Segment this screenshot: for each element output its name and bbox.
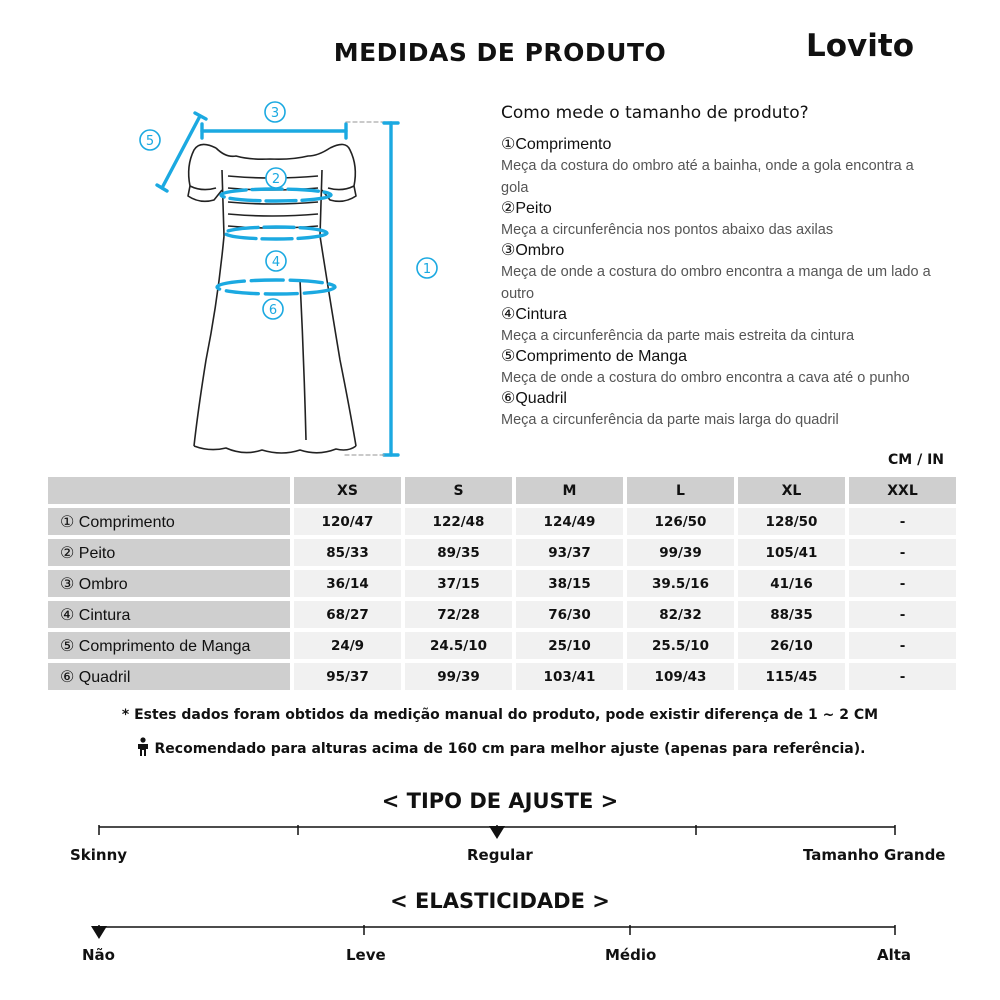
size-value: 93/37 xyxy=(516,539,623,566)
size-header: XXL xyxy=(849,477,956,504)
instruction-desc: Meça a circunferência nos pontos abaixo das axilas xyxy=(501,222,834,238)
table-row xyxy=(48,601,956,628)
size-value: - xyxy=(849,508,956,535)
marker-length: 1 xyxy=(422,262,432,277)
fit-label-large: Tamanho Grande xyxy=(803,846,946,864)
fit-type-title: < TIPO DE AJUSTE > xyxy=(381,789,619,813)
instruction-title: ③Ombro xyxy=(501,242,565,259)
measure-label: ② Peito xyxy=(48,539,290,566)
size-value: 24.5/10 xyxy=(405,632,512,659)
measurement-note: * Estes dados foram obtidos da medição manual do produto, pode existir diferença de 1 ~ 2 CM xyxy=(121,707,879,723)
size-table xyxy=(44,473,960,694)
fit-type-scale xyxy=(0,815,1000,845)
size-header: L xyxy=(627,477,734,504)
table-row xyxy=(48,508,956,535)
unit-label: CM / IN xyxy=(888,452,944,468)
instruction-title: ①Comprimento xyxy=(501,136,612,153)
elasticity-label-high: Alta xyxy=(877,946,912,964)
size-header: M xyxy=(516,477,623,504)
measure-instructions xyxy=(501,103,941,431)
marker-chest: 2 xyxy=(271,172,281,187)
person-icon xyxy=(135,737,151,757)
size-value: 36/14 xyxy=(294,570,401,597)
size-value: 128/50 xyxy=(738,508,845,535)
instruction-item xyxy=(501,241,941,305)
size-value: 76/30 xyxy=(516,601,623,628)
instruction-title: ⑤Comprimento de Manga xyxy=(501,348,687,365)
page-title: MEDIDAS DE PRODUTO xyxy=(333,38,667,67)
instruction-item xyxy=(501,199,941,241)
table-row xyxy=(48,539,956,566)
size-value: 126/50 xyxy=(627,508,734,535)
fit-label-regular: Regular xyxy=(467,846,533,864)
size-value: 37/15 xyxy=(405,570,512,597)
size-value: 88/35 xyxy=(738,601,845,628)
dress-diagram xyxy=(130,98,450,463)
size-value: 26/10 xyxy=(738,632,845,659)
size-value: 95/37 xyxy=(294,663,401,690)
instruction-desc: Meça da costura do ombro até a bainha, onde a gola encontra a gola xyxy=(501,158,914,196)
instruction-item xyxy=(501,347,941,389)
table-header-row xyxy=(48,477,956,504)
height-note xyxy=(0,737,1000,757)
size-value: 109/43 xyxy=(627,663,734,690)
size-value: 120/47 xyxy=(294,508,401,535)
size-value: - xyxy=(849,632,956,659)
size-value: 39.5/16 xyxy=(627,570,734,597)
measure-label: ⑤ Comprimento de Manga xyxy=(48,632,290,659)
marker-shoulder: 3 xyxy=(270,106,280,121)
size-value: 68/27 xyxy=(294,601,401,628)
instruction-title: ②Peito xyxy=(501,200,552,217)
table-row xyxy=(48,632,956,659)
instruction-desc: Meça a circunferência da parte mais estreita da cintura xyxy=(501,328,855,344)
size-value: 85/33 xyxy=(294,539,401,566)
instruction-title: ④Cintura xyxy=(501,306,567,323)
size-value: 41/16 xyxy=(738,570,845,597)
size-value: 25.5/10 xyxy=(627,632,734,659)
measure-label: ③ Ombro xyxy=(48,570,290,597)
size-value: 89/35 xyxy=(405,539,512,566)
size-value: - xyxy=(849,570,956,597)
height-note-text: Recomendado para alturas acima de 160 cm para melhor ajuste (apenas para referência). xyxy=(154,741,866,757)
elasticity-title: < ELASTICIDADE > xyxy=(390,889,610,913)
elasticity-label-medium: Médio xyxy=(605,946,657,964)
size-value: 99/39 xyxy=(405,663,512,690)
instruction-title: ⑥Quadril xyxy=(501,390,567,407)
size-value: 24/9 xyxy=(294,632,401,659)
size-value: 124/49 xyxy=(516,508,623,535)
elasticity-selected-marker xyxy=(91,926,107,939)
size-value: - xyxy=(849,539,956,566)
measure-label: ① Comprimento xyxy=(48,508,290,535)
instruction-item xyxy=(501,389,941,431)
marker-sleeve: 5 xyxy=(145,134,155,149)
instruction-desc: Meça de onde a costura do ombro encontra a cava até o punho xyxy=(501,370,910,386)
instruction-desc: Meça a circunferência da parte mais larga do quadril xyxy=(501,412,839,428)
size-value: 103/41 xyxy=(516,663,623,690)
size-value: 82/32 xyxy=(627,601,734,628)
size-value: - xyxy=(849,601,956,628)
marker-waist: 4 xyxy=(271,255,281,270)
size-value: 122/48 xyxy=(405,508,512,535)
measure-label: ④ Cintura xyxy=(48,601,290,628)
size-value: 25/10 xyxy=(516,632,623,659)
elasticity-label-light: Leve xyxy=(346,946,386,964)
table-corner xyxy=(48,477,290,504)
instruction-item xyxy=(501,135,941,199)
instruction-desc: Meça de onde a costura do ombro encontra a manga de um lado a outro xyxy=(501,264,931,302)
size-value: 115/45 xyxy=(738,663,845,690)
measure-label: ⑥ Quadril xyxy=(48,663,290,690)
elasticity-scale xyxy=(0,915,1000,945)
table-row xyxy=(48,570,956,597)
size-value: - xyxy=(849,663,956,690)
size-header: XS xyxy=(294,477,401,504)
instructions-question: Como mede o tamanho de produto? xyxy=(501,103,809,123)
instruction-item xyxy=(501,305,941,347)
marker-hip: 6 xyxy=(268,303,278,318)
size-value: 105/41 xyxy=(738,539,845,566)
fit-selected-marker xyxy=(489,826,505,839)
size-header: S xyxy=(405,477,512,504)
elasticity-label-none: Não xyxy=(82,946,115,964)
size-value: 38/15 xyxy=(516,570,623,597)
table-row xyxy=(48,663,956,690)
size-value: 72/28 xyxy=(405,601,512,628)
size-value: 99/39 xyxy=(627,539,734,566)
size-header: XL xyxy=(738,477,845,504)
brand-logo: Lovito xyxy=(806,28,915,64)
fit-label-skinny: Skinny xyxy=(70,846,128,864)
